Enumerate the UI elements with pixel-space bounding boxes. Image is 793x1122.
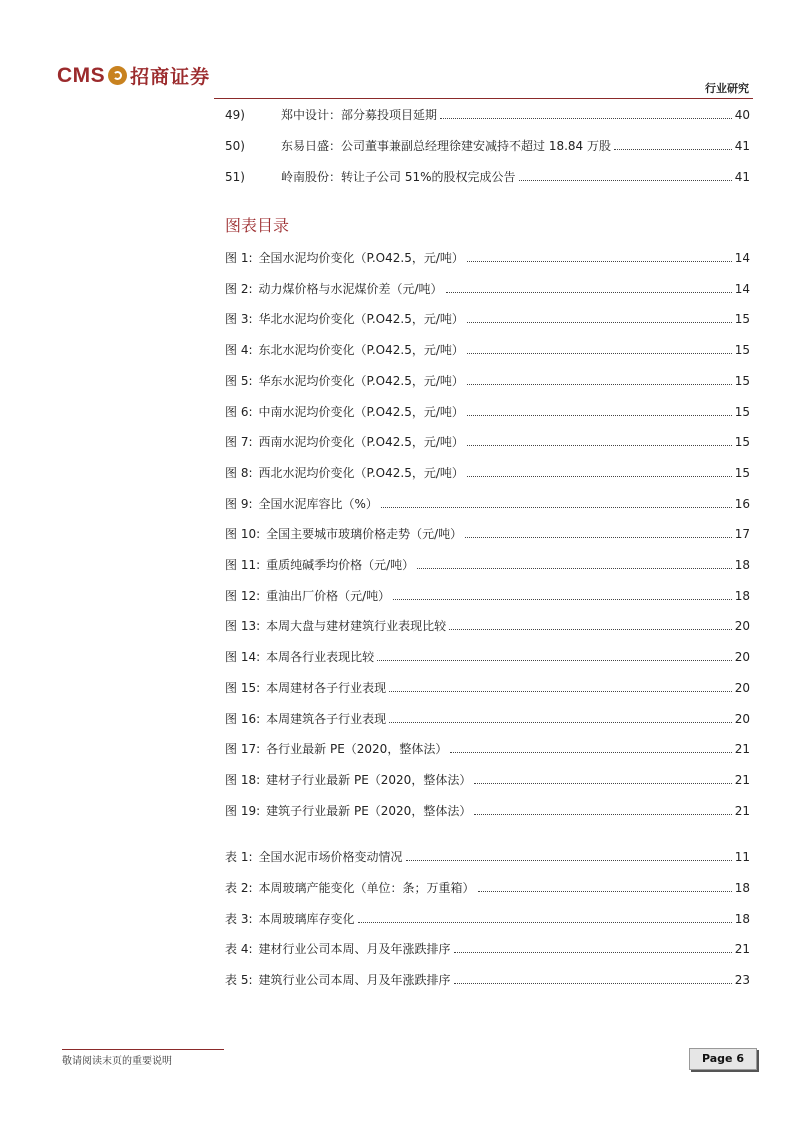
leader-dots [467,322,732,323]
toc-entry-title: 本周建材各子行业表现 [266,680,387,695]
leader-dots [450,752,731,753]
toc-entry-page: 16 [734,496,750,511]
toc-entry-number: 51) [225,170,245,184]
toc-entry-title: 动力煤价格与水泥煤价差（元/吨） [258,281,443,296]
leader-dots [389,691,732,692]
toc-entry-label: 表 1: [225,850,253,864]
toc-entry-label: 图 15: [225,680,261,695]
toc-entry-title: 建筑子行业最新 PE（2020，整体法） [266,803,472,818]
toc-entry-label: 图 3: [225,312,253,327]
toc-entry-label: 图 19: [225,803,261,818]
toc-entry-page: 15 [734,404,750,419]
toc-entry-page: 21 [734,803,750,818]
toc-entry[interactable] [225,249,750,267]
toc-entry[interactable] [225,710,750,728]
toc-entry-label: 图 18: [225,772,261,787]
toc-entry-number: 50) [225,139,245,153]
toc-entry[interactable] [225,971,750,989]
toc-entry[interactable] [225,495,750,513]
section-label: 行业研究 [705,82,749,95]
toc-entry-page: 18 [734,558,750,572]
toc-entry-title: 中南水泥均价变化（P.O42.5，元/吨） [258,404,464,419]
toc-entry[interactable] [225,280,750,298]
toc-entry-label: 图 7: [225,435,253,450]
toc-entry-title: 东易日盛：公司董事兼副总经理徐建安减持不超过 18.84 万股 [281,139,611,153]
leader-dots [467,445,732,446]
leader-dots [467,353,732,354]
toc-entry-page: 40 [734,108,750,122]
toc-entry[interactable] [225,740,750,758]
toc-entry[interactable] [225,802,750,820]
leader-dots [446,292,732,293]
toc-entry-title: 郑中设计：部分募投项目延期 [281,108,438,122]
toc-entry-title: 全国水泥市场价格变动情况 [258,850,403,864]
toc-entry-title: 建材子行业最新 PE（2020，整体法） [266,772,472,787]
toc-entry-page: 15 [734,312,750,327]
leader-dots [467,384,732,385]
toc-entry-label: 表 3: [225,911,253,926]
page-header [0,0,793,100]
leader-dots [474,783,731,784]
toc-entry[interactable] [225,940,750,958]
toc-entry[interactable] [225,617,750,635]
leader-dots [467,476,732,477]
leader-dots [478,891,732,892]
toc-entry-title: 重质纯碱季均价格（元/吨） [266,558,415,572]
leader-dots [467,261,732,262]
toc-entry-label: 表 2: [225,880,253,895]
toc-entry-title: 华东水泥均价变化（P.O42.5，元/吨） [258,373,464,388]
toc-entry[interactable] [225,310,750,328]
toc-entry-page: 11 [734,850,750,864]
toc-entry-label: 图 5: [225,373,253,388]
logo-emblem-icon [108,66,127,85]
toc-entry-title: 本周玻璃库存变化 [258,911,355,926]
toc-entry[interactable] [225,910,750,928]
toc-entry[interactable] [225,848,750,866]
header-divider [214,98,753,99]
toc-entry-page: 21 [734,942,750,957]
logo-chinese-text: 招商证券 [130,66,211,88]
toc-entry-label: 图 9: [225,496,253,511]
leader-dots [467,415,732,416]
leader-dots [519,180,732,181]
toc-entry-label: 图 10: [225,527,261,542]
toc-entry-label: 图 4: [225,343,253,358]
toc-entry-title: 全国水泥库容比（%） [258,496,378,511]
leader-dots [406,860,732,861]
toc-entry-title: 西北水泥均价变化（P.O42.5，元/吨） [258,465,464,480]
toc-entry[interactable] [225,771,750,789]
leader-dots [377,660,732,661]
toc-entry-page: 41 [734,170,750,184]
toc-entry-label: 表 5: [225,973,253,988]
toc-entry-page: 18 [734,588,750,603]
toc-entry-page: 20 [734,680,750,695]
leader-dots [393,599,732,600]
toc-entry-page: 15 [734,373,750,388]
toc-entry-title: 本周各行业表现比较 [266,650,375,665]
toc-entry[interactable] [225,106,750,124]
toc-entry-title: 建材行业公司本周、月及年涨跌排序 [258,942,451,957]
toc-entry-title: 本周建筑各子行业表现 [266,711,387,726]
toc-entry-title: 东北水泥均价变化（P.O42.5，元/吨） [258,343,464,358]
leader-dots [440,118,732,119]
leader-dots [465,537,732,538]
leader-dots [614,149,732,150]
toc-entry[interactable] [225,168,750,186]
toc-entry-label: 图 6: [225,404,253,419]
toc-entry-page: 14 [734,281,750,296]
leader-dots [449,629,732,630]
toc-entry-label: 图 1: [225,251,253,265]
toc-entry-label: 图 16: [225,711,261,726]
toc-entry-page: 15 [734,465,750,480]
company-logo [57,62,210,89]
toc-entry-title: 岭南股份：转让子公司 51%的股权完成公告 [281,170,516,184]
leader-dots [358,922,732,923]
page-number-badge: Page 6 [689,1048,757,1070]
toc-entry[interactable] [225,341,750,359]
toc-entry-title: 本周大盘与建材建筑行业表现比较 [266,619,447,634]
toc-entry[interactable] [225,464,750,482]
toc-entry-number: 49) [225,108,245,122]
toc-entry-title: 建筑行业公司本周、月及年涨跌排序 [258,973,451,988]
toc-entry-page: 21 [734,772,750,787]
logo-latin-text: CMS [57,63,106,87]
toc-entry[interactable] [225,587,750,605]
toc-entry[interactable] [225,879,750,897]
toc-entry-page: 20 [734,619,750,634]
toc-entry-title: 全国水泥均价变化（P.O42.5，元/吨） [258,251,464,265]
leader-dots [381,507,732,508]
toc-entry[interactable] [225,403,750,421]
toc-entry-label: 图 2: [225,281,253,296]
leader-dots [454,952,732,953]
toc-entry[interactable] [225,556,750,574]
toc-entry-page: 23 [734,973,750,988]
leader-dots [454,983,732,984]
toc-entry[interactable] [225,648,750,666]
toc-entry[interactable] [225,525,750,543]
toc-entry-title: 华北水泥均价变化（P.O42.5，元/吨） [258,312,464,327]
toc-entry-label: 图 13: [225,619,261,634]
toc-entry-label: 图 11: [225,558,261,572]
footer-disclaimer: 敬请阅读末页的重要说明 [62,1056,172,1067]
toc-entry-title: 本周玻璃产能变化（单位：条；万重箱） [258,880,475,895]
toc-entry[interactable] [225,433,750,451]
toc-entry-page: 15 [734,343,750,358]
toc-entry-title: 西南水泥均价变化（P.O42.5，元/吨） [258,435,464,450]
toc-entry-title: 各行业最新 PE（2020，整体法） [266,742,448,757]
toc-entry-label: 图 17: [225,742,261,757]
leader-dots [417,568,732,569]
leader-dots [389,722,732,723]
toc-entry-page: 41 [734,139,750,153]
toc-entry-label: 图 12: [225,588,261,603]
toc-entry-page: 15 [734,435,750,450]
toc-entry-label: 图 8: [225,465,253,480]
figure-toc-heading: 图表目录 [225,216,290,235]
toc-entry-title: 重油出厂价格（元/吨） [266,588,391,603]
toc-entry-page: 21 [734,742,750,757]
toc-entry-page: 17 [734,527,750,542]
toc-entry[interactable] [225,137,750,155]
toc-entry[interactable] [225,372,750,390]
toc-entry-label: 图 14: [225,650,261,665]
toc-entry-title: 全国主要城市玻璃价格走势（元/吨） [266,527,463,542]
toc-entry-page: 14 [734,251,750,265]
toc-entry-page: 18 [734,911,750,926]
footer-divider [62,1049,224,1050]
toc-entry-page: 18 [734,880,750,895]
toc-entry[interactable] [225,679,750,697]
toc-entry-page: 20 [734,650,750,665]
toc-entry-label: 表 4: [225,942,253,957]
toc-entry-page: 20 [734,711,750,726]
leader-dots [474,814,731,815]
